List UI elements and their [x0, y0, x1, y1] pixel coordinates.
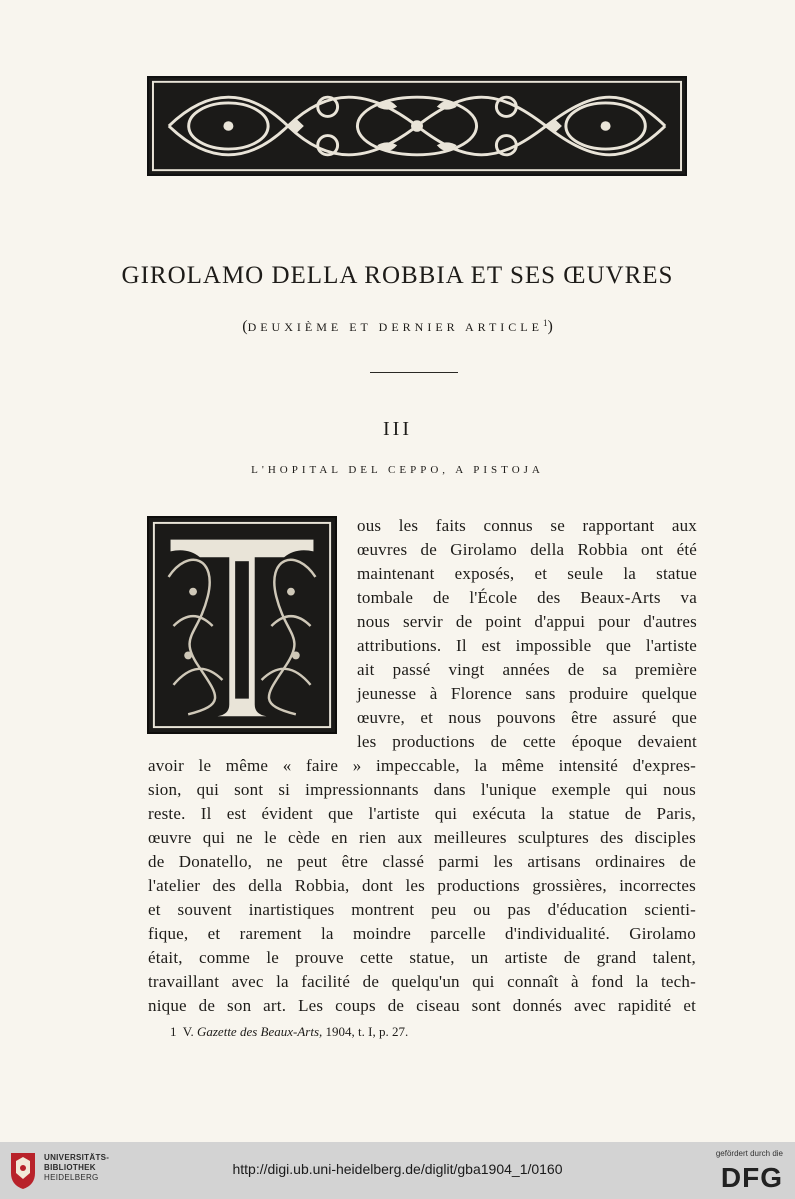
dfg-logo[interactable]: DFG [720, 1162, 783, 1193]
section-title: L'HOPITAL DEL CEPPO, A PISTOJA [251, 464, 544, 476]
uni-line-1: UNIVERSITÄTS- [44, 1153, 110, 1162]
body-line: l'atelier des della Robbia, dont les productions grossières, incorrectes [148, 876, 696, 895]
body-line: sion, qui sont si impressionnants dans l'unique exemple qui nous [148, 780, 696, 799]
viewer-footer [0, 1142, 795, 1199]
footnote-journal: Gazette des Beaux-Arts, [196, 1024, 323, 1039]
body-line: œuvre qui ne le cède en rien aux meilleures sculptures des disciples [148, 828, 696, 847]
body-line: nous servir de point d'appui pour d'autres [357, 612, 697, 631]
footnote-suffix: 1904, t. I, p. 27. [325, 1024, 409, 1039]
body-line: de Donatello, ne peut être classé parmi les artisans ordinaires de [148, 852, 696, 871]
body-line: œuvre, et nous pouvons être assuré que [357, 708, 697, 727]
article-subtitle [0, 318, 795, 336]
footnote [170, 1024, 408, 1040]
article-title: GIROLAMO DELLA ROBBIA ET SES ŒUVRES [121, 262, 674, 289]
body-line: ous les faits connus se rapportant aux [357, 516, 697, 535]
subtitle-open-paren: ( [242, 318, 248, 335]
body-line: œuvres de Girolamo della Robbia ont été [357, 540, 697, 559]
body-line: attributions. Il est impossible que l'artiste [357, 636, 697, 655]
ornament-graphic [149, 78, 685, 174]
uni-line-3: HEIDELBERG [44, 1173, 99, 1182]
body-line: les productions de cette époque devaient [357, 732, 697, 751]
ornamental-headpiece [147, 76, 687, 176]
drop-cap-t [147, 516, 337, 734]
footnote-number: 1 [170, 1024, 177, 1039]
body-line: maintenant exposés, et seule la statue [357, 564, 697, 583]
body-line: jeunesse à Florence sans produire quelque [357, 684, 697, 703]
body-line: reste. Il est évident que l'artiste qui exécuta la statue de Paris, [148, 804, 696, 823]
footnote-prefix: V. [182, 1024, 194, 1039]
body-line: avoir le même « faire » impeccable, la même intensité d'expres- [148, 756, 696, 775]
body-line: nique de son art. Les coups de ciseau sont donnés avec rapidité et [148, 996, 696, 1015]
body-line: et souvent inartistiques montrent peu ou pas d'éducation scienti- [148, 900, 696, 919]
section-number: III [383, 418, 412, 440]
uni-line-2: BIBLIOTHEK [44, 1163, 96, 1172]
body-line: ait passé vingt années de sa première [357, 660, 697, 679]
drop-cap-t-icon [149, 518, 335, 732]
funding-note: gefördert durch die [715, 1149, 783, 1158]
body-line: était, comme le prouve cette statue, un artiste de grand talent, [148, 948, 696, 967]
body-line: travaillant avec la facilité de quelqu'un qui connaît à fond la tech- [148, 972, 696, 991]
subtitle-footnote-marker[interactable]: 1 [542, 318, 548, 328]
permalink-url[interactable]: http://digi.ub.uni-heidelberg.de/diglit/gba1904_1/0160 [232, 1161, 563, 1177]
subtitle-close-paren: ) [547, 318, 553, 335]
title-divider [370, 372, 458, 373]
subtitle-text: DEUXIÈME ET DERNIER ARTICLE [247, 320, 543, 334]
body-line: fique, et rarement la moindre parcelle d'individualité. Girolamo [148, 924, 696, 943]
body-line: tombale de l'École des Beaux-Arts va [357, 588, 697, 607]
